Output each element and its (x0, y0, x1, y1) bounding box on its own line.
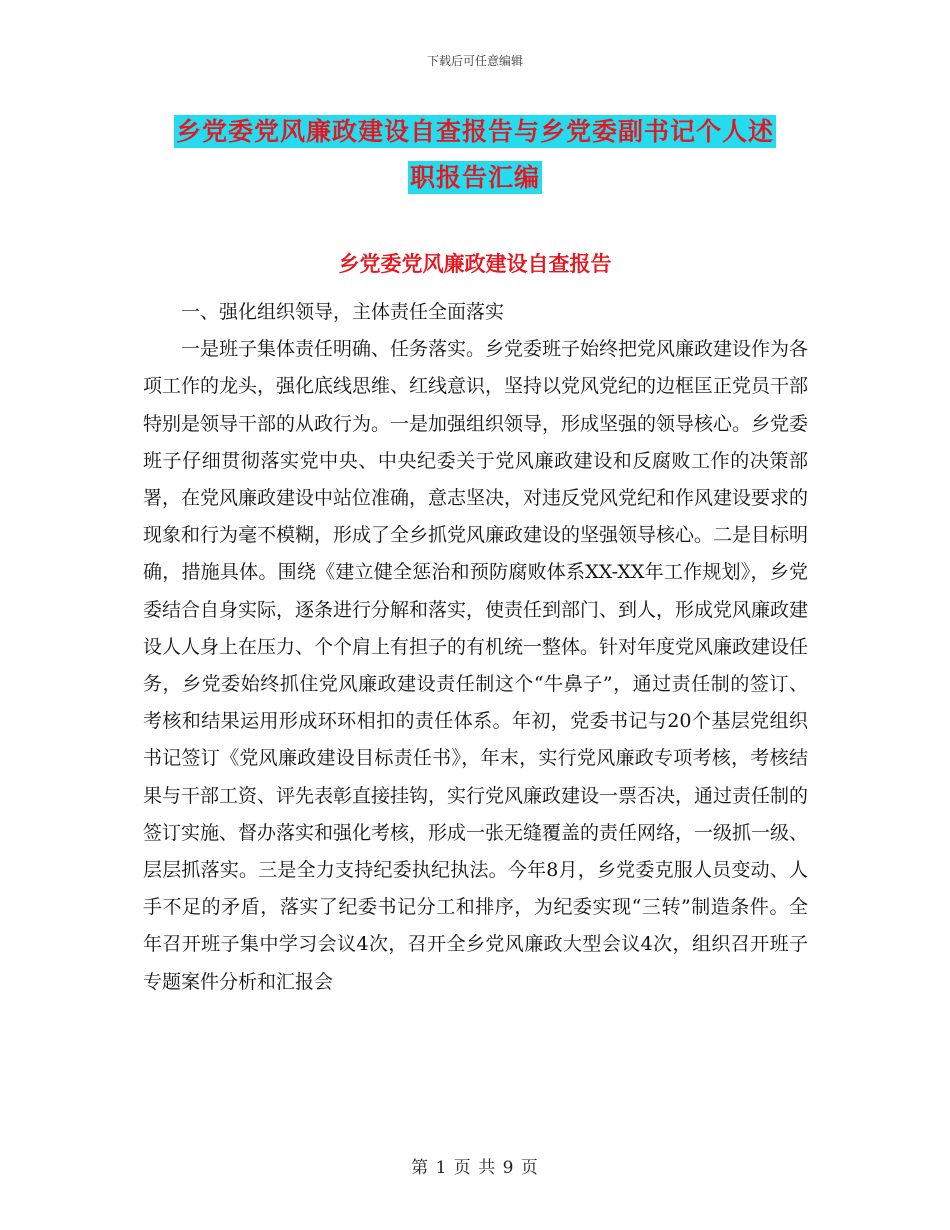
header-note: 下载后可任意编辑 (426, 54, 523, 68)
document-title-line-2 (0, 158, 950, 194)
page-number: 第 1 页 共 9 页 (411, 1158, 539, 1178)
body-heading: 一、强化组织领导，主体责任全面落实 (181, 301, 505, 323)
body-paragraph: 一是班子集体责任明确、任务落实。乡党委班子始终把党风廉政建设作为各项工作的龙头，强化底线思维、红线意识，坚持以党风党纪的边框匡正党员干部特别是领导干部的从政行为。一是加强组织领导，形成坚强的领导核心。乡党委班子仔细贯彻落实党中央、中央纪委关于党风廉政建设和反腐败工作的决策部署，在党风廉政建设中站位准确，意志坚决，对违反党风党纪和作风建设要求的现象和行为毫不模糊，形成了全乡抓党风廉政建设的坚强领导核心。二是目标明确，措施具体。围绕《建立健全惩治和预防腐败体系XX-XX年工作规划》，乡党委结合自身实际，逐条进行分解和落实，使责任到部门、到人，形成党风廉政建设人人身上在压力、个个肩上有担子的有机统一整体。针对年度党风廉政建设任务，乡党委始终抓住党风廉政建设责任制这个“牛鼻子”，通过责任制的签订、考核和结果运用形成环环相扣的责任体系。年初，党委书记与20个基层党组织书记签订《党风廉政建设目标责任书》，年末，实行党风廉政专项考核，考核结果与干部工资、评先表彰直接挂钩，实行党风廉政建设一票否决，通过责任制的签订实施、督办落实和强化考核，形成一张无缝覆盖的责任网络，一级抓一级、层层抓落实。三是全力支持纪委执纪执法。今年8月，乡党委克服人员变动、人手不足的矛盾，落实了纪委书记分工和排序，为纪委实现“三转”制造条件。全年召开班子集中学习会议4次，召开全乡党风廉政大型会议4次，组织召开班子专题案件分析和汇报会 (143, 338, 809, 993)
document-title-text-1: 乡党委党风廉政建设自查报告与乡党委副书记个人述 (175, 117, 774, 146)
section-title: 乡党委党风廉政建设自查报告 (338, 252, 612, 276)
document-body (143, 294, 808, 1001)
document-title-text-2: 职报告汇编 (409, 163, 540, 192)
document-title-line-1 (0, 112, 950, 148)
